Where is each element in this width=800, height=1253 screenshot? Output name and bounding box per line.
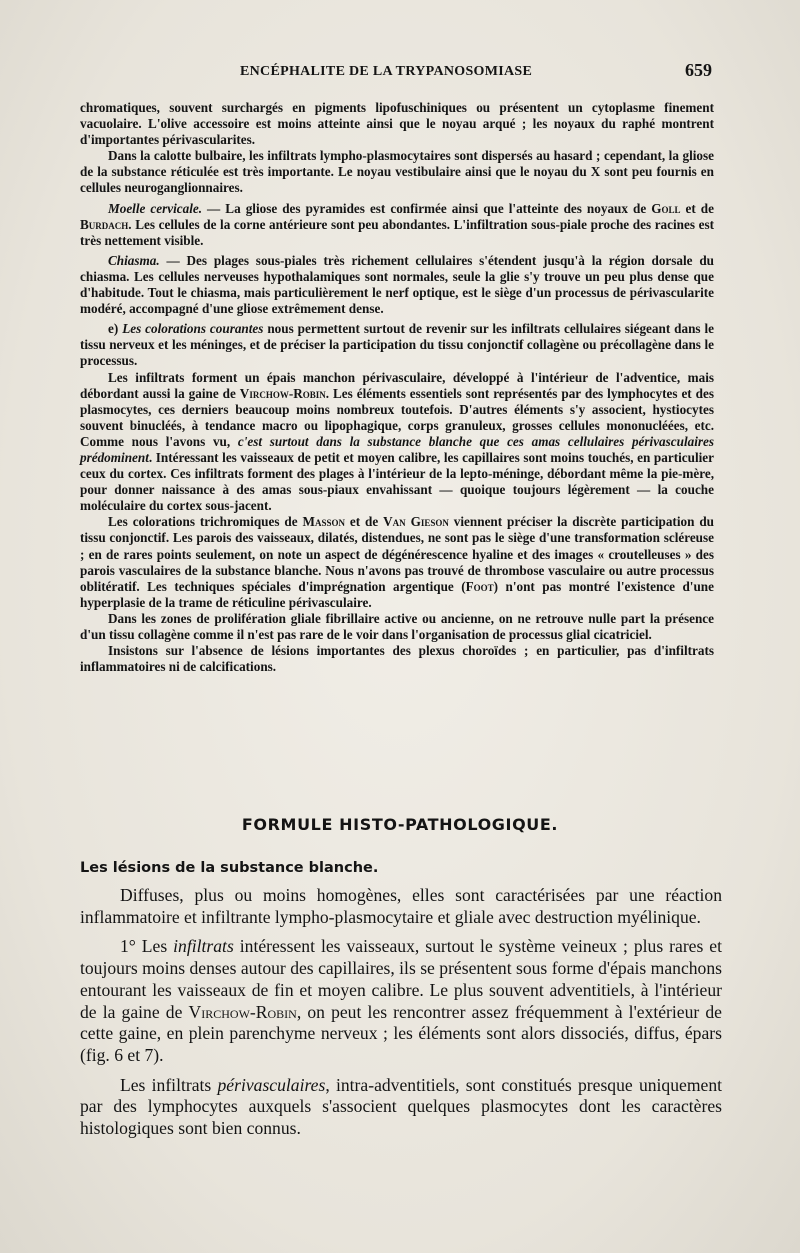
section-label-colorations: Les colorations courantes (122, 321, 264, 337)
paragraph-colorations-courantes: e) Les colorations courantes nous permettent surtout de revenir sur les infiltrats cellulaires siégeant dans le tissu nerveux et les méninges, et de préciser la participation du tissu conjonctif collagène ou précollagène dans le processus. (80, 321, 714, 369)
paragraph-infiltrats-veineux: 1° Les infiltrats intéressent les vaisseaux, surtout le système veineux ; plus rares et toujours moins denses autour des capillaires, ils se présentent sous forme d'épais manchons entourant les vaisseaux de fin et moyen calibre. Le plus souvent adventitiels, à l'intérieur de la gaine de Virchow-Robin, on peut les rencontrer assez fréquemment à l'extérieur de cette gaine, en plein parenchyme nerveux ; les éléments sont alors dissociés, diffus, épars (fig. 6 et 7). (80, 936, 722, 1065)
small-print-body (80, 100, 714, 675)
paragraph-proliferation-gliale: Dans les zones de prolifération gliale fibrillaire active ou ancienne, on ne retrouve nulle part la présence d'un tissu collagène comme il n'est pas rare de le voir dans l'organisation de processus glial cicatriciel. (80, 610, 714, 642)
paragraph-infiltrats: Les infiltrats forment un épais manchon périvasculaire, développé à l'intérieur de l'adventice, mais débordant aussi la gaine de Virchow-Robin. Les éléments essentiels sont représentés par des lymphocytes et des plasmocytes, ces derniers beaucoup moins nombreux toutefois. D'autres éléments s'y associent, hystiocytes souvent binucléés, à tendance macro ou lipophagique, corps granuleux, grosses cellules mononucléées, etc. Comme nous l'avons vu, c'est surtout dans la substance blanche que ces amas cellulaires périvasculaires prédominent. Intéressant les vaisseaux de petit et moyen calibre, les capillaires sont moins touchés, en particulier ceux du cortex. Ces infiltrats forment des plages à l'intérieur de la lepto-méninge, débordant même la pie-mère, pour donner naissance à des amas sous-piaux envahissant — quoique toujours légèrement — la couche moléculaire du cortex sous-jacent. (80, 369, 714, 514)
page-number: 659 (685, 60, 712, 80)
subheading: Les lésions de la substance blanche. (80, 860, 379, 876)
paragraph-chiasma: Chiasma. — Des plages sous-piales très richement cellulaires s'étendent jusqu'à la région dorsale du chiasma. Les cellules nerveuses hypothalamiques sont normales, seule la glie s'y trouve un peu plus dense que d'habitude. Tout le chiasma, mais particulièrement le nerf optique, est le siège d'un processus de périvascularite modéré, accompagné d'une gliose extrêmement dense. (80, 252, 714, 317)
emphasis-text: périvasculaires (217, 1074, 326, 1095)
page-header (80, 60, 716, 88)
emphasis-text: infiltrats (173, 936, 234, 957)
paragraph-bulb-olive: chromatiques, souvent surchargés en pigments lipofuschiniques ou présentent un cytoplasme finement vacuolaire. L'olive accessoire est moins atteinte ainsi que le noyau arqué ; les noyaux du raphé montrent d'importantes périvascularites. (80, 100, 714, 148)
paragraph-diffuses: Diffuses, plus ou moins homogènes, elles sont caractérisées par une réaction inflammatoire et infiltrante lympho-plasmocytaire et gliale avec destruction myélinique. (80, 885, 722, 927)
section-label-chiasma: Chiasma. (108, 252, 160, 268)
author-name: Virchow-Robin (188, 1001, 297, 1022)
paragraph-trichromiques: Les colorations trichromiques de Masson et de Van Gieson viennent préciser la discrète participation du tissu conjonctif. Les parois des vaisseaux, dilatés, distendues, ne sont pas le siège d'une transformation scléreuse ; en de rares points seulement, on note un aspect de dégénérescence hyaline et des images « croutelleuses » des parois vasculaires de la substance blanche. Nous n'avons pas trouvé de thrombose vasculaire ou autre processus oblitératif. Les techniques spéciales d'imprégnation argentique (Foot) n'ont pas montré l'existence d'une hyperplasie de la trame de réticuline périvasculaire. (80, 514, 715, 610)
paragraph-calotte-bulbaire: Dans la calotte bulbaire, les infiltrats lympho-plasmocytaires sont dispersés au hasard ; cependant, la gliose de la substance réticulée est très importante. Le noyau vestibulaire ainsi que le noyau du X sont peu fournis en cellules neuroganglionnaires. (80, 148, 714, 196)
running-title: ENCÉPHALITE DE LA TRYPANOSOMIASE (240, 64, 533, 79)
author-name: Goll (651, 200, 681, 216)
paragraph-moelle-cervicale: Moelle cervicale. — La gliose des pyramides est confirmée ainsi que l'atteinte des noyaux de Goll et de Burdach. Les cellules de la corne antérieure sont peu abondantes. L'infiltration sous-piale proche des racines est très nettement visible. (80, 200, 714, 248)
author-name: Foot (465, 578, 494, 594)
paragraph-infiltrats-perivasculaires: Les infiltrats périvasculaires, intra-adventitiels, sont constitués presque uniquement par des lymphocytes auxquels s'associent quelques plasmocytes dont les caractères histologiques sont bien connus. (80, 1074, 723, 1139)
author-name: Virchow-Robin (239, 385, 326, 401)
author-name: Masson (302, 514, 345, 530)
section-heading: FORMULE HISTO-PATHOLOGIQUE. (241, 815, 559, 834)
large-print-body (80, 885, 722, 1140)
author-name: Burdach (80, 216, 129, 232)
author-name: Van Gieson (383, 514, 449, 530)
emphasis-text: c'est surtout dans la substance blanche que ces amas cellulaires périvasculaires prédominent (80, 433, 714, 465)
paragraph-plexus-choroides: Insistons sur l'absence de lésions importantes des plexus choroïdes ; en particulier, pas d'infiltrats inflammatoires ni de calcifications. (80, 643, 714, 675)
section-label-moelle: Moelle cervicale. (108, 200, 203, 216)
